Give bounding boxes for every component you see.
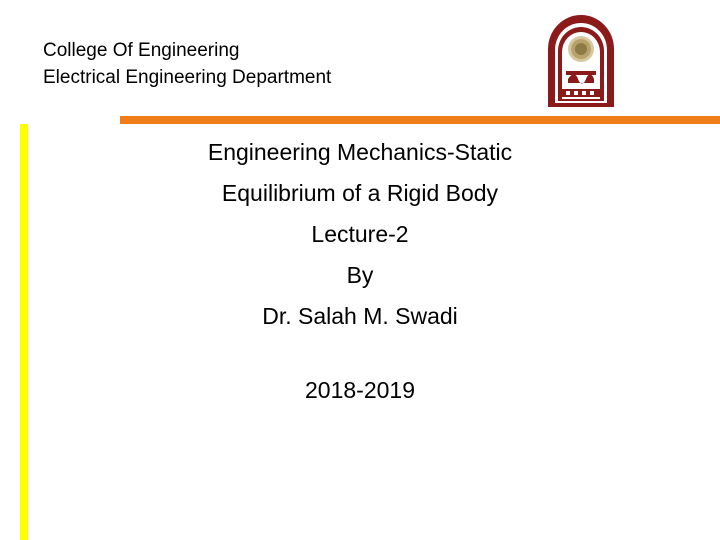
author-name: Dr. Salah M. Swadi: [262, 303, 458, 329]
by-label: By: [346, 262, 374, 288]
lecture-number: Lecture-2: [311, 221, 409, 247]
academic-year: 2018-2019: [305, 377, 415, 403]
college-logo-icon: [548, 15, 614, 107]
orange-divider-rule: [120, 116, 720, 124]
course-title: Engineering Mechanics-Static: [207, 139, 513, 165]
header: [43, 37, 331, 91]
college-name: College Of Engineering: [43, 40, 240, 61]
yellow-accent-bar: [20, 124, 28, 540]
lecture-topic: Equilibrium of a Rigid Body: [221, 180, 499, 206]
department-name: Electrical Engineering Department: [43, 67, 332, 88]
title-block: [40, 132, 680, 337]
